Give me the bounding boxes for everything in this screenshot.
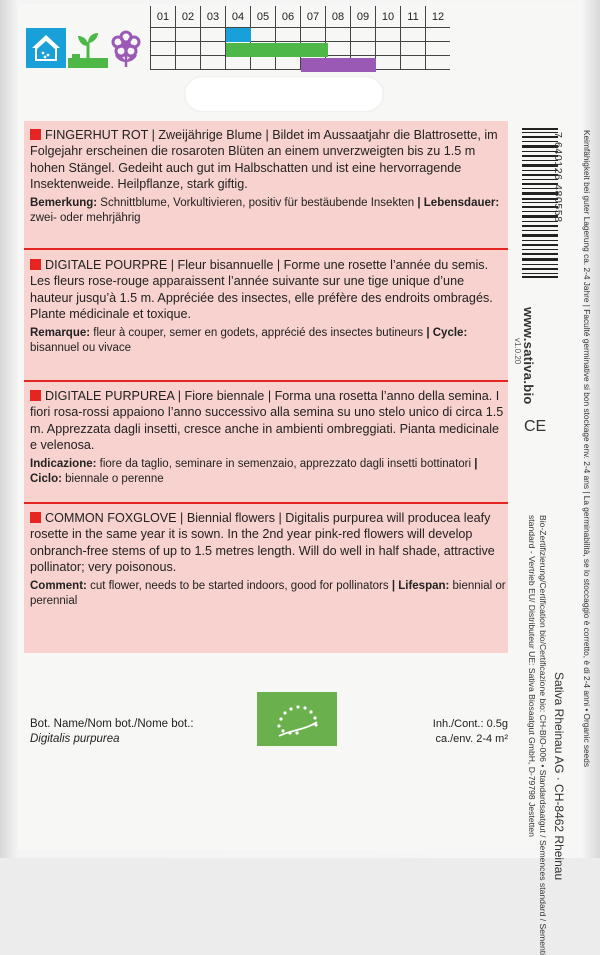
planting-period-bar — [226, 43, 328, 57]
certification-text — [527, 515, 548, 955]
website-url[interactable]: www.sativa.bio — [521, 307, 536, 405]
red-square-marker — [30, 512, 41, 523]
section-italian — [30, 388, 506, 487]
cycle-text: bisannuel ou vivace — [30, 342, 132, 355]
month-label: 06 — [275, 6, 300, 28]
calendar-row-flowering — [150, 56, 450, 70]
contents-area: ca./env. 2-4 m² — [435, 733, 508, 745]
note-text: fiore da taglio, seminare in semenzaio, apprezzato dagli insetti bottinatori — [96, 458, 475, 471]
note-label: Remarque: — [30, 327, 91, 340]
plant-description: | Fleur bisannuelle | Forme une rosette l’année du semis. Les fleurs rose-rouge apparaissent l’année suivante sur une tige unique d’une hauteur jusqu’à 1.5 m. Appréciée des insectes, elle préfère des endroits ombragés. Plante médicinale et toxique. — [30, 258, 493, 321]
germination-note: Keimfähigkeit bei guter Lagerung ca. 2-4 Jahre | Faculté germinative si bon stockage env. 2-4 ans | La germinabilità, se lo stoccaggio è corretto, è di 2-4 anni • Organic seeds — [582, 130, 592, 768]
version-label: v1.0.20 — [513, 338, 522, 365]
month-label: 03 — [200, 6, 225, 28]
plant-name: DIGITALE PURPUREA — [45, 389, 175, 403]
month-label: 01 — [150, 6, 175, 28]
plant-name: COMMON FOXGLOVE — [45, 511, 177, 525]
cycle-label: | Lebensdauer: — [417, 197, 500, 210]
house-with-sun-shade-icon — [26, 28, 66, 68]
plant-description: | Fiore biennale | Forma una rosetta l’anno della semina. I fiori rosa-rossi appaiono l’anno successivo alla semina su uno stelo unico di circa 1.5 m. Apprezzata dagli insetti, cresce anche in ambienti ombreggiati. Pianta medicinale e velenosa. — [30, 389, 504, 452]
ce-mark: CE — [524, 418, 547, 435]
month-label: 12 — [425, 6, 450, 28]
section-divider — [24, 380, 508, 382]
section-divider — [24, 248, 508, 250]
month-label: 11 — [400, 6, 425, 28]
flowering-period-bar — [301, 58, 376, 72]
section-german — [30, 127, 506, 226]
sowing-period-bar — [226, 28, 251, 42]
red-square-marker — [30, 129, 41, 140]
calendar-month-header — [150, 6, 450, 28]
month-label: 08 — [325, 6, 350, 28]
cycle-label: | Lifespan: — [391, 580, 450, 593]
calendar-row-sowing — [150, 28, 450, 42]
description-panel — [24, 121, 508, 653]
month-label: 02 — [175, 6, 200, 28]
cycle-text: biennale o perenne — [61, 473, 164, 486]
section-english — [30, 510, 506, 609]
flower-icon — [106, 28, 146, 68]
cycle-text: zwei- oder mehrjährig — [30, 212, 141, 225]
month-label: 07 — [300, 6, 325, 28]
plant-description: | Biennial flowers | Digitalis purpurea will producea leafy rosette in the same year it is sown. In the 2nd year pink-red flowers will develop onbranch-free stems of up to 1.5 metres length. Will do well in half shade, attractive pollinator; very poisonous. — [30, 511, 495, 574]
botanical-species: Digitalis purpurea — [30, 733, 120, 745]
month-label: 05 — [250, 6, 275, 28]
eu-organic-leaf-icon — [257, 692, 337, 746]
month-label: 09 — [350, 6, 375, 28]
red-square-marker — [30, 259, 41, 270]
plant-name: FINGERHUT ROT — [45, 128, 149, 142]
note-label: Comment: — [30, 580, 87, 593]
month-label: 10 — [375, 6, 400, 28]
ean-number: 7 640126 480558 — [552, 132, 564, 223]
cycle-text: biennial or perennial — [30, 580, 506, 608]
botanical-name-block — [30, 717, 194, 747]
certification-line: standard - Vertrieb EU/ Distributeur UE: Sativa Biosaatgut GmbH, D-79798 Jestetten — [527, 515, 538, 837]
certification-line: Bio-Zertifizierung/Certification bio/Certificazione bio: CH-BIO-006 • Standardsaatgut / Semences standard / Sementi — [538, 515, 548, 955]
note-text: cut flower, needs to be started indoors, good for pollinators — [86, 580, 392, 593]
cycle-label: | Cycle: — [426, 327, 468, 340]
section-divider — [24, 502, 508, 504]
botanical-name-label: Bot. Name/Nom bot./Nome bot.: — [30, 718, 194, 730]
section-french — [30, 257, 506, 356]
plant-name: DIGITALE POURPRE — [45, 258, 168, 272]
contents-weight: Inh./Cont.: 0.5g — [432, 718, 508, 730]
cycle-label: | Ciclo: — [30, 458, 478, 486]
seedling-icon — [68, 28, 108, 68]
red-square-marker — [30, 390, 41, 401]
plant-description: | Zweijährige Blume | Bildet im Aussaatjahr die Blattrosette, im Folgejahr erscheinen die rosaroten Blüten an einem unverzweigten bis zu 1.5 m hohen Stängel. Gedeiht auch gut im Halbschatten und ist eine hervorragende Insektenweide. Heilpflanze, stark giftig. — [30, 128, 498, 191]
month-label: 04 — [225, 6, 250, 28]
note-text: Schnittblume, Vorkultivieren, positiv für bestäubende Insekten — [97, 197, 418, 210]
sowing-calendar — [150, 6, 450, 70]
note-label: Bemerkung: — [30, 197, 98, 210]
hang-hole — [184, 76, 384, 112]
note-label: Indicazione: — [30, 458, 97, 471]
company-address: Sativa Rheinau AG · CH-8462 Rheinau — [552, 672, 566, 881]
note-text: fleur à couper, semer en godets, apprécié des insectes butineurs — [90, 327, 427, 340]
contents-block — [432, 717, 508, 747]
